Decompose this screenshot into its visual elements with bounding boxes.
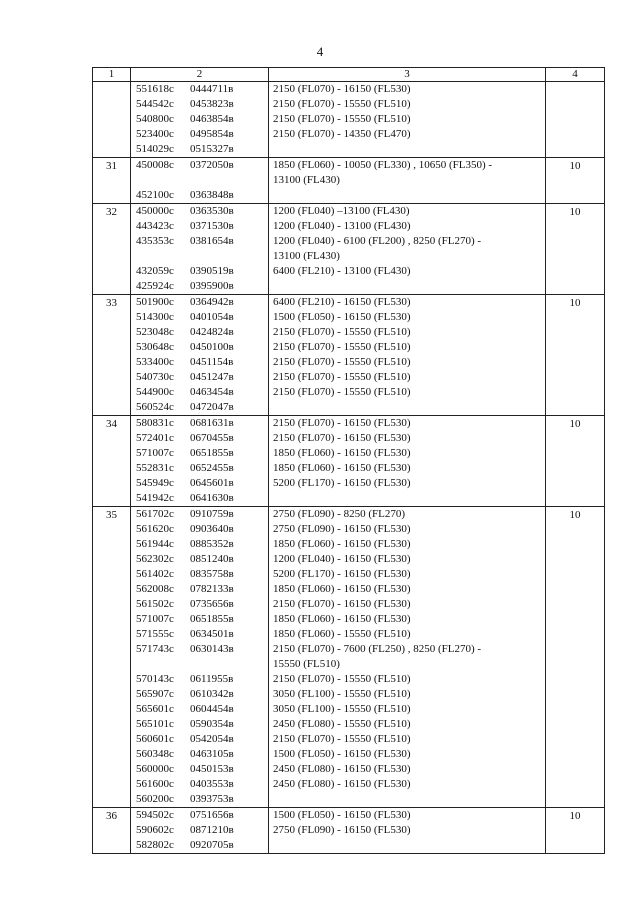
row-number (93, 82, 131, 158)
altitude-range (269, 838, 545, 853)
row-number: 34 (93, 416, 131, 507)
coordinate-line (131, 808, 268, 823)
coordinate-line (131, 747, 268, 762)
coordinate-line (131, 582, 268, 597)
latitude: 594502с (136, 809, 174, 821)
table-row (93, 204, 605, 295)
coordinate-line (131, 82, 268, 97)
altitude-range: 2150 (FL070) - 15550 (FL510) (273, 113, 411, 125)
altitude-range (269, 491, 545, 506)
longitude: 0372050в (190, 159, 234, 171)
longitude: 0604454в (190, 703, 234, 715)
latitude: 590602с (136, 824, 174, 836)
longitude: 0450100в (190, 341, 234, 353)
row-number: 36 (93, 808, 131, 854)
latitude: 565907с (136, 688, 174, 700)
altitude-range (269, 142, 545, 157)
coordinate-line (131, 249, 268, 264)
latitude: 560000с (136, 763, 174, 775)
coordinates-cell (131, 82, 269, 158)
header-cell-1: 1 (93, 68, 131, 82)
header-cell-2: 2 (131, 68, 269, 82)
coordinate-line (131, 777, 268, 792)
latitude: 530648с (136, 341, 174, 353)
longitude: 0453823в (190, 98, 234, 110)
coordinate-line (131, 431, 268, 446)
longitude: 0835758в (190, 568, 234, 580)
altitude-range (269, 400, 545, 415)
coordinate-line (131, 672, 268, 687)
longitude: 0390519в (190, 265, 234, 277)
coordinate-line (131, 340, 268, 355)
coordinate-line (131, 295, 268, 310)
table-body (93, 82, 605, 854)
coordinate-line (131, 142, 268, 157)
altitude-range: 1200 (FL040) –13100 (FL430) (273, 205, 410, 217)
longitude: 0395900в (190, 280, 234, 292)
latitude: 541942с (136, 492, 174, 504)
column-4-value: 10 (546, 204, 605, 295)
latitude: 560601с (136, 733, 174, 745)
coordinate-line (131, 507, 268, 522)
longitude: 0652455в (190, 462, 234, 474)
latitude: 561702с (136, 508, 174, 520)
coordinate-line (131, 642, 268, 657)
longitude: 0393753в (190, 793, 234, 805)
longitude: 0364942в (190, 296, 234, 308)
longitude: 0651855в (190, 447, 234, 459)
latitude: 540730с (136, 371, 174, 383)
coordinate-line (131, 597, 268, 612)
table-row (93, 295, 605, 416)
altitude-range: 2150 (FL070) - 16150 (FL530) (273, 417, 411, 429)
altitude-range: 1850 (FL060) - 16150 (FL530) (273, 447, 411, 459)
latitude: 514300с (136, 311, 174, 323)
row-number: 32 (93, 204, 131, 295)
latitude: 560200с (136, 793, 174, 805)
altitude-range: 2150 (FL070) - 14350 (FL470) (273, 128, 411, 140)
latitude: 571743с (136, 643, 174, 655)
longitude: 0681631в (190, 417, 234, 429)
table-row (93, 808, 605, 854)
coordinate-line (131, 112, 268, 127)
coordinates-cell (131, 507, 269, 808)
latitude: 561600с (136, 778, 174, 790)
altitude-range-cell (269, 204, 546, 295)
altitude-range-cell (269, 295, 546, 416)
altitude-range: 3050 (FL100) - 15550 (FL510) (273, 703, 411, 715)
latitude: 582802с (136, 839, 174, 851)
longitude: 0645601в (190, 477, 234, 489)
longitude: 0463854в (190, 113, 234, 125)
altitude-range: 1200 (FL040) - 13100 (FL430) (273, 220, 411, 232)
longitude: 0451247в (190, 371, 234, 383)
column-4-value (546, 82, 605, 158)
altitude-range-cell (269, 158, 546, 204)
latitude: 560524с (136, 401, 174, 413)
row-number: 33 (93, 295, 131, 416)
altitude-range (269, 279, 545, 294)
altitude-range: 2150 (FL070) - 15550 (FL510) (273, 341, 411, 353)
latitude: 432059с (136, 265, 174, 277)
coordinate-line (131, 823, 268, 838)
coordinate-line (131, 838, 268, 853)
coordinate-line (131, 188, 268, 203)
longitude: 0450153в (190, 763, 234, 775)
altitude-range: 2150 (FL070) - 15550 (FL510) (273, 98, 411, 110)
coordinate-line (131, 792, 268, 807)
latitude: 443423с (136, 220, 174, 232)
latitude: 501900с (136, 296, 174, 308)
longitude: 0371530в (190, 220, 234, 232)
coordinates-cell (131, 295, 269, 416)
column-4-value: 10 (546, 416, 605, 507)
altitude-range: 5200 (FL170) - 16150 (FL530) (273, 568, 411, 580)
longitude: 0542054в (190, 733, 234, 745)
latitude: 545949с (136, 477, 174, 489)
coordinate-line (131, 279, 268, 294)
longitude: 0782133в (190, 583, 234, 595)
altitude-range: 2150 (FL070) - 7600 (FL250) , 8250 (FL270) - (273, 643, 482, 655)
altitude-range: 2750 (FL090) - 8250 (FL270) (273, 508, 405, 520)
longitude: 0463454в (190, 386, 234, 398)
altitude-range-cell (269, 416, 546, 507)
row-number: 31 (93, 158, 131, 204)
table-row (93, 82, 605, 158)
coordinate-line (131, 173, 268, 188)
longitude: 0670455в (190, 432, 234, 444)
coordinate-line (131, 400, 268, 415)
altitude-range: 1200 (FL040) - 16150 (FL530) (273, 553, 411, 565)
latitude: 561502с (136, 598, 174, 610)
altitude-range: 1500 (FL050) - 16150 (FL530) (273, 809, 411, 821)
coordinate-line (131, 234, 268, 249)
longitude: 0651855в (190, 613, 234, 625)
altitude-range: 2750 (FL090) - 16150 (FL530) (273, 824, 411, 836)
page-number: 4 (316, 44, 324, 59)
longitude: 0611955в (190, 673, 234, 685)
latitude: 565101с (136, 718, 174, 730)
longitude: 0871210в (190, 824, 234, 836)
coordinate-line (131, 310, 268, 325)
longitude: 0403553в (190, 778, 234, 790)
coordinate-line (131, 325, 268, 340)
altitude-range: 1500 (FL050) - 16150 (FL530) (273, 311, 411, 323)
altitude-range: 2450 (FL080) - 16150 (FL530) (273, 763, 411, 775)
longitude: 0472047в (190, 401, 234, 413)
longitude: 0444711в (190, 83, 234, 95)
altitude-range: 6400 (FL210) - 16150 (FL530) (273, 296, 411, 308)
altitude-range: 5200 (FL170) - 16150 (FL530) (273, 477, 411, 489)
altitude-range: 2150 (FL070) - 16150 (FL530) (273, 432, 411, 444)
header-cell-3: 3 (269, 68, 546, 82)
latitude: 562302с (136, 553, 174, 565)
latitude: 560348с (136, 748, 174, 760)
column-4-value: 10 (546, 158, 605, 204)
latitude: 544542с (136, 98, 174, 110)
coordinate-line (131, 204, 268, 219)
latitude: 552831с (136, 462, 174, 474)
longitude: 0381654в (190, 235, 234, 247)
altitude-range: 3050 (FL100) - 15550 (FL510) (273, 688, 411, 700)
row-number: 35 (93, 507, 131, 808)
longitude: 0610342в (190, 688, 234, 700)
altitude-range: 2150 (FL070) - 15550 (FL510) (273, 386, 411, 398)
latitude: 533400с (136, 356, 174, 368)
altitude-range: 1200 (FL040) - 6100 (FL200) , 8250 (FL270) - (273, 235, 482, 247)
latitude: 544900с (136, 386, 174, 398)
latitude: 572401с (136, 432, 174, 444)
altitude-range (269, 188, 545, 203)
longitude: 0920705в (190, 839, 234, 851)
latitude: 435353с (136, 235, 174, 247)
latitude: 425924с (136, 280, 174, 292)
latitude: 571555с (136, 628, 174, 640)
coordinate-line (131, 522, 268, 537)
coordinate-line (131, 657, 268, 672)
altitude-range: 2450 (FL080) - 16150 (FL530) (273, 778, 411, 790)
altitude-range: 2150 (FL070) - 16150 (FL530) (273, 83, 411, 95)
altitude-range: 2150 (FL070) - 15550 (FL510) (273, 356, 411, 368)
coordinate-line (131, 732, 268, 747)
table-row (93, 416, 605, 507)
latitude: 514029с (136, 143, 174, 155)
coordinate-line (131, 127, 268, 142)
longitude: 0641630в (190, 492, 234, 504)
coordinate-line (131, 385, 268, 400)
longitude: 0910759в (190, 508, 234, 520)
altitude-range: 1850 (FL060) - 16150 (FL530) (273, 583, 411, 595)
coordinate-line (131, 612, 268, 627)
longitude: 0363530в (190, 205, 234, 217)
longitude: 0495854в (190, 128, 234, 140)
coordinate-line (131, 702, 268, 717)
latitude: 450008с (136, 159, 174, 171)
coordinates-cell (131, 808, 269, 854)
coordinate-line (131, 476, 268, 491)
altitude-range: 15550 (FL510) (273, 658, 340, 670)
column-4-value: 10 (546, 507, 605, 808)
header-row (93, 68, 605, 82)
column-4-value: 10 (546, 295, 605, 416)
coordinate-line (131, 762, 268, 777)
coordinate-line (131, 717, 268, 732)
coordinate-line (131, 416, 268, 431)
airspace-table (92, 67, 605, 854)
altitude-range: 2150 (FL070) - 15550 (FL510) (273, 733, 411, 745)
coordinates-cell (131, 204, 269, 295)
longitude: 0885352в (190, 538, 234, 550)
altitude-range: 2750 (FL090) - 16150 (FL530) (273, 523, 411, 535)
altitude-range: 2150 (FL070) - 16150 (FL530) (273, 598, 411, 610)
longitude: 0590354в (190, 718, 234, 730)
altitude-range: 1850 (FL060) - 16150 (FL530) (273, 538, 411, 550)
latitude: 561944с (136, 538, 174, 550)
coordinate-line (131, 219, 268, 234)
altitude-range: 13100 (FL430) (273, 174, 340, 186)
latitude: 551618с (136, 83, 174, 95)
header-cell-4: 4 (546, 68, 605, 82)
longitude: 0735656в (190, 598, 234, 610)
latitude: 540800с (136, 113, 174, 125)
longitude: 0401054в (190, 311, 234, 323)
altitude-range: 1500 (FL050) - 16150 (FL530) (273, 748, 411, 760)
altitude-range-cell (269, 808, 546, 854)
latitude: 562008с (136, 583, 174, 595)
coordinate-line (131, 567, 268, 582)
latitude: 450000с (136, 205, 174, 217)
longitude: 0363848в (190, 189, 234, 201)
latitude: 570143с (136, 673, 174, 685)
longitude: 0903640в (190, 523, 234, 535)
longitude: 0630143в (190, 643, 234, 655)
longitude: 0424824в (190, 326, 234, 338)
longitude: 0751656в (190, 809, 234, 821)
longitude: 0451154в (190, 356, 234, 368)
altitude-range: 2450 (FL080) - 15550 (FL510) (273, 718, 411, 730)
longitude: 0851240в (190, 553, 234, 565)
latitude: 523048с (136, 326, 174, 338)
coordinate-line (131, 446, 268, 461)
table-row (93, 507, 605, 808)
table-row (93, 158, 605, 204)
altitude-range: 1850 (FL060) - 10050 (FL330) , 10650 (FL350) - (273, 159, 493, 171)
coordinate-line (131, 687, 268, 702)
altitude-range: 2150 (FL070) - 15550 (FL510) (273, 326, 411, 338)
column-4-value: 10 (546, 808, 605, 854)
coordinate-line (131, 537, 268, 552)
longitude: 0515327в (190, 143, 234, 155)
coordinate-line (131, 552, 268, 567)
coordinate-line (131, 461, 268, 476)
altitude-range-cell (269, 507, 546, 808)
altitude-range: 1850 (FL060) - 16150 (FL530) (273, 613, 411, 625)
latitude: 571007с (136, 447, 174, 459)
coordinate-line (131, 491, 268, 506)
altitude-range: 1850 (FL060) - 16150 (FL530) (273, 462, 411, 474)
altitude-range (269, 792, 545, 807)
coordinate-line (131, 627, 268, 642)
latitude: 571007с (136, 613, 174, 625)
coordinate-line (131, 370, 268, 385)
latitude: 565601с (136, 703, 174, 715)
altitude-range: 1850 (FL060) - 15550 (FL510) (273, 628, 411, 640)
coordinates-cell (131, 416, 269, 507)
coordinate-line (131, 355, 268, 370)
latitude: 561620с (136, 523, 174, 535)
latitude: 561402с (136, 568, 174, 580)
coordinate-line (131, 264, 268, 279)
altitude-range: 13100 (FL430) (273, 250, 340, 262)
latitude: 580831с (136, 417, 174, 429)
altitude-range: 2150 (FL070) - 15550 (FL510) (273, 371, 411, 383)
coordinate-line (131, 97, 268, 112)
longitude: 0634501в (190, 628, 234, 640)
coordinates-cell (131, 158, 269, 204)
latitude: 452100с (136, 189, 174, 201)
longitude: 0463105в (190, 748, 234, 760)
altitude-range-cell (269, 82, 546, 158)
altitude-range: 6400 (FL210) - 13100 (FL430) (273, 265, 411, 277)
latitude: 523400с (136, 128, 174, 140)
altitude-range: 2150 (FL070) - 15550 (FL510) (273, 673, 411, 685)
coordinate-line (131, 158, 268, 173)
